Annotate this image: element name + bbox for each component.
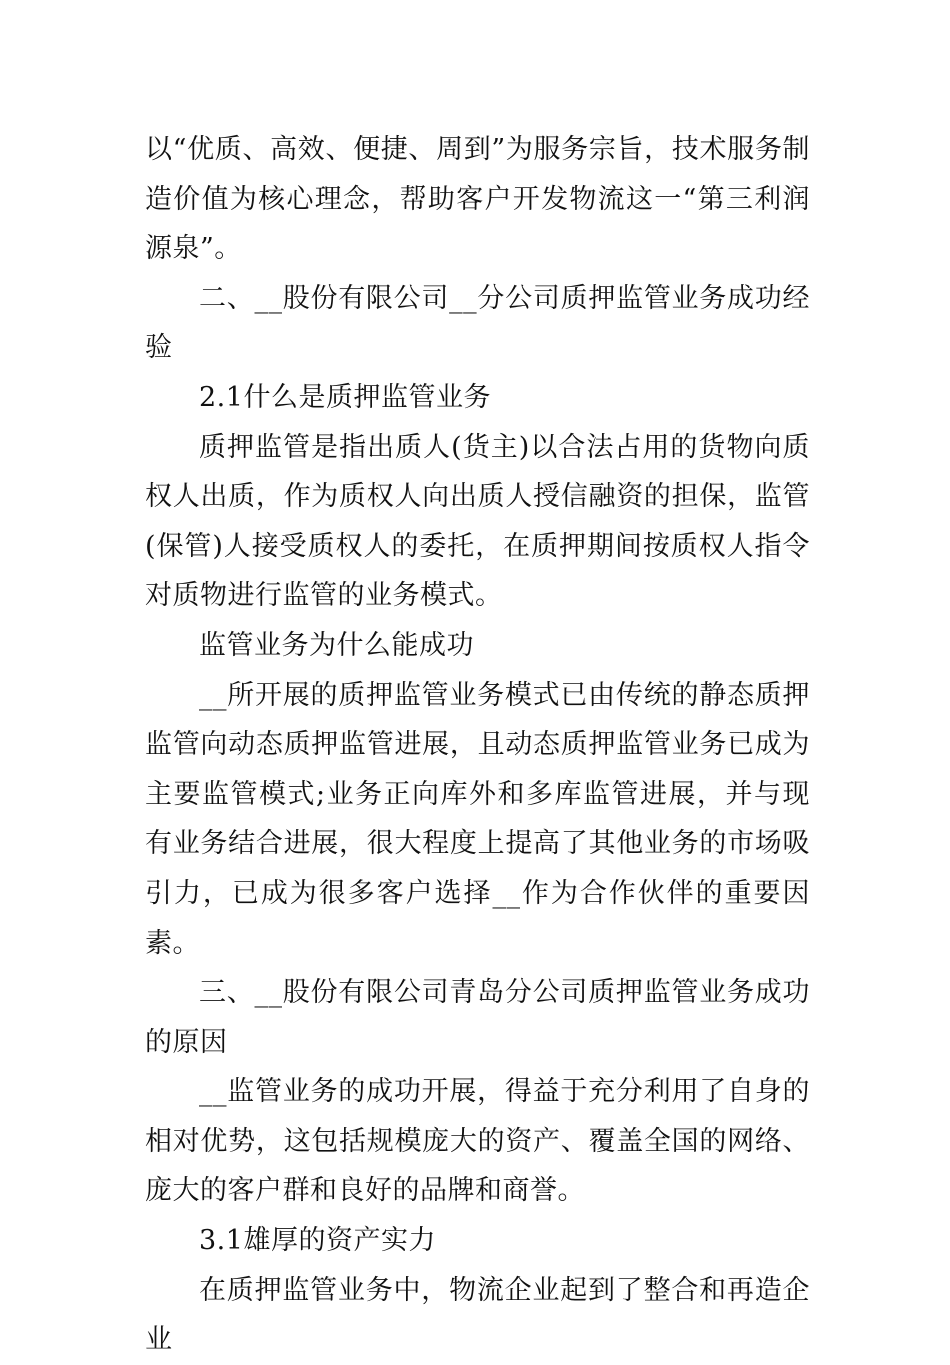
paragraph-assets: 在质押监管业务中，物流企业起到了整合和再造企业 bbox=[145, 1274, 810, 1356]
section-heading-2: 二、__股份有限公司__分公司质押监管业务成功经验 bbox=[145, 282, 810, 364]
section-heading-3: 三、__股份有限公司青岛分公司质押监管业务成功的原因 bbox=[145, 977, 810, 1058]
paragraph-definition: 质押监管是指出质人(货主)以合法占用的货物向质权人出质，作为质权人向出质人授信融资的担保，监管(保管)人接受质权人的委托，在质押期间按质权人指令对质物进行监管的业务模式。 bbox=[145, 431, 810, 612]
subsection-heading-3-1: 3.1雄厚的资产实力 bbox=[199, 1225, 436, 1257]
paragraph-advantages: __监管业务的成功开展，得益于充分利用了自身的相对优势，这包括规模庞大的资产、覆盖全国的网络、庞大的客户群和良好的品牌和商誉。 bbox=[145, 1076, 810, 1207]
document-body bbox=[145, 125, 810, 1365]
paragraph-intro-continued: 以“优质、高效、便捷、周到”为服务宗旨，技术服务制造价值为核心理念，帮助客户开发物流这一“第三利润源泉”。 bbox=[145, 134, 810, 265]
subsection-heading-2-1: 2.1什么是质押监管业务 bbox=[199, 381, 491, 413]
paragraph-business-model: __所开展的质押监管业务模式已由传统的静态质押监管向动态质押监管进展，且动态质押监管业务已成为主要监管模式;业务正向库外和多库监管进展，并与现有业务结合进展，很大程度上提高了其他业务的市场吸引力，已成为很多客户选择__作为合作伙伴的重要因素。 bbox=[145, 679, 810, 959]
subsection-heading-success: 监管业务为什么能成功 bbox=[199, 629, 474, 661]
